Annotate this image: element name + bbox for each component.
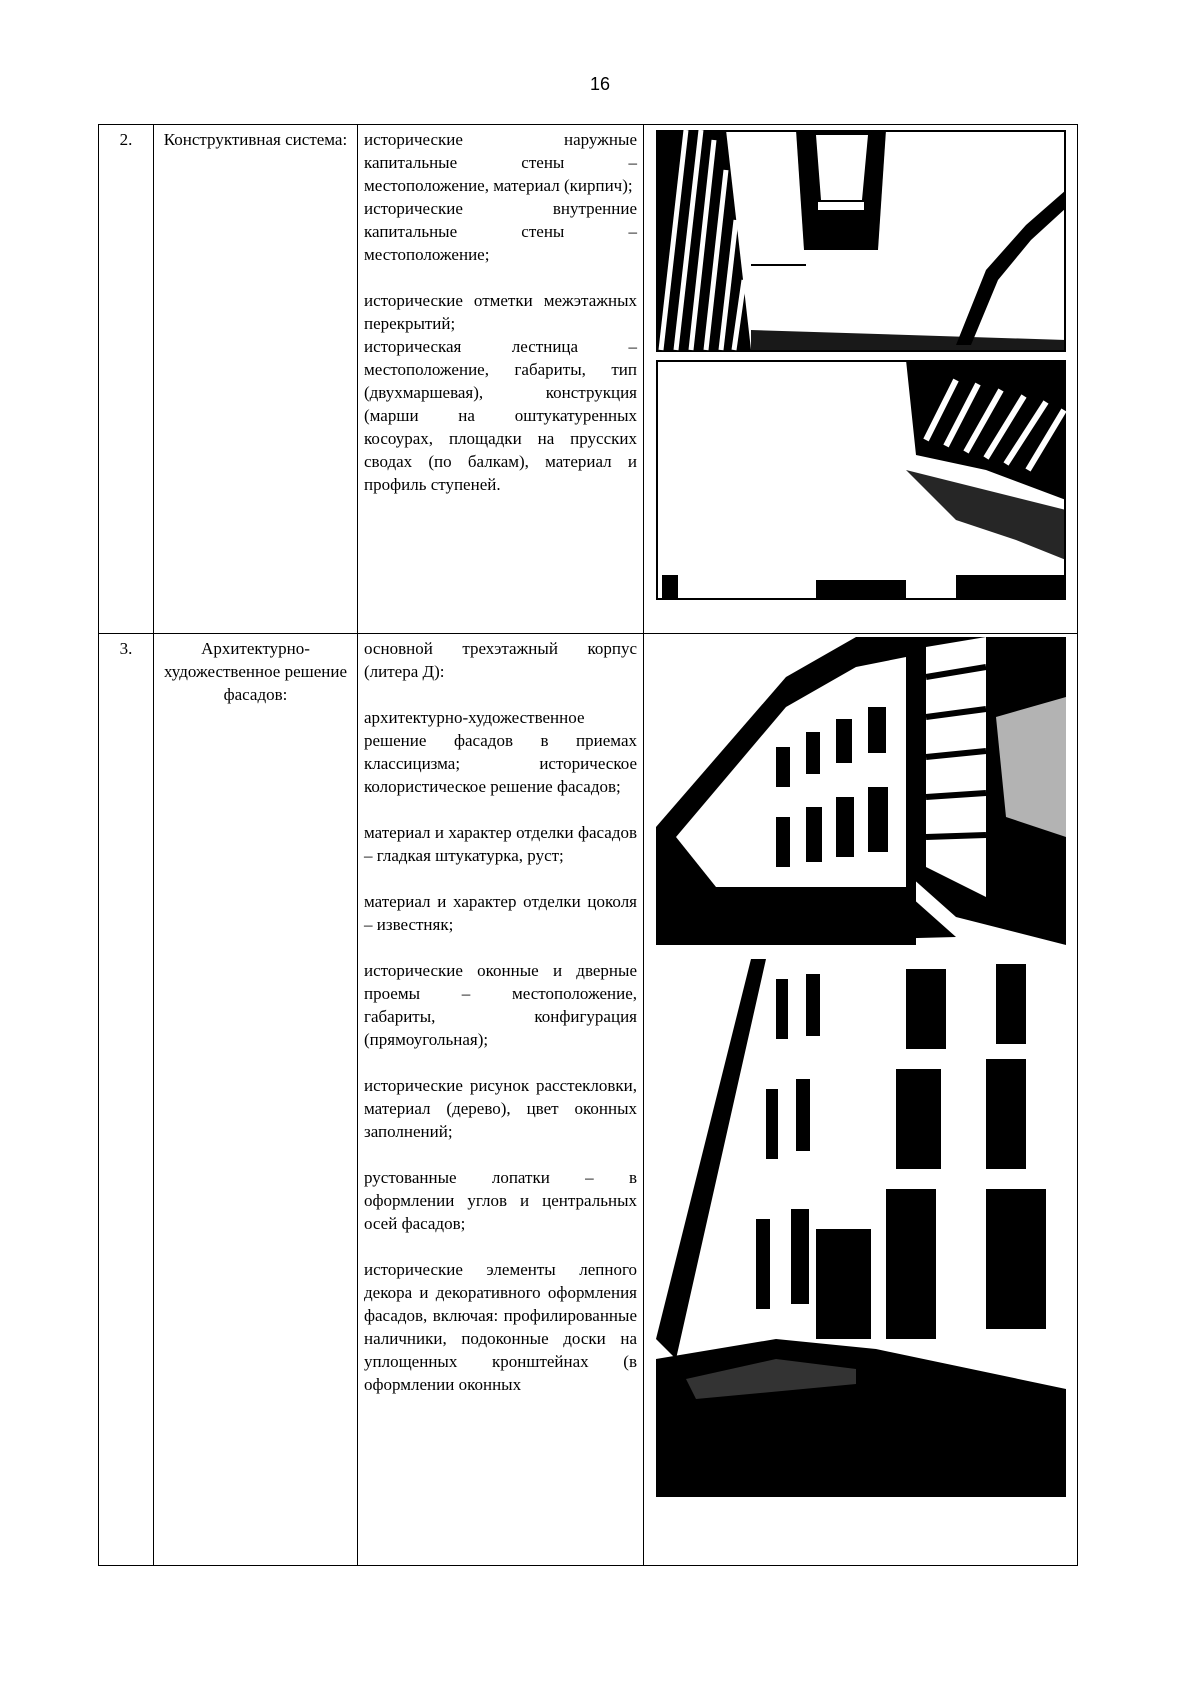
photo-facade-corner	[656, 637, 1066, 945]
paragraph: исторические наружные капитальные стены – местоположение, материал (кирпич);	[364, 130, 637, 195]
paragraph: историческая лестница – местоположение, габариты, тип (двухмаршевая), конструкция (марши на оштукатуренных косоурах, площадки на прусских сводах (по балкам), материал и профиль ступеней.	[364, 337, 637, 494]
photos-cell	[644, 634, 1078, 1566]
row-description	[358, 125, 644, 634]
photo-staircase	[656, 360, 1066, 600]
paragraph: исторические элементы лепного декора и декоративного оформления фасадов, включая: профилированные наличники, подоконные доски на уплощенных кронштейнах (в оформлении оконных	[364, 1260, 637, 1394]
row-title: Архитектурно-художественное решение фасадов:	[154, 634, 358, 1566]
photo-facade-street	[656, 959, 1066, 1497]
paragraph: исторические отметки межэтажных перекрытий;	[364, 291, 637, 333]
paragraph: архитектурно-художественное решение фасадов в приемах классицизма; историческое колористическое решение фасадов;	[364, 708, 637, 796]
page-number: 16	[589, 74, 611, 94]
paragraph: материал и характер отделки цоколя – известняк;	[364, 892, 637, 934]
paragraph: исторические рисунок расстекловки, материал (дерево), цвет оконных заполнений;	[364, 1076, 637, 1141]
photos-cell	[644, 125, 1078, 634]
row-title: Конструктивная система:	[154, 125, 358, 634]
row-number: 3.	[99, 634, 154, 1566]
table-row	[99, 125, 1078, 634]
paragraph: исторические внутренние капитальные стены – местоположение;	[364, 199, 637, 264]
paragraph: исторические оконные и дверные проемы – местоположение, габариты, конфигурация (прямоугольная);	[364, 961, 637, 1049]
paragraph: рустованные лопатки – в оформлении углов и центральных осей фасадов;	[364, 1168, 637, 1233]
row-description	[358, 634, 644, 1566]
monument-features-table	[98, 124, 1078, 1566]
table-row	[99, 634, 1078, 1566]
paragraph: основной трехэтажный корпус (литера Д):	[364, 639, 637, 681]
row-number: 2.	[99, 125, 154, 634]
photo-interior-walls	[656, 130, 1066, 352]
paragraph: материал и характер отделки фасадов – гладкая штукатурка, руст;	[364, 823, 637, 865]
